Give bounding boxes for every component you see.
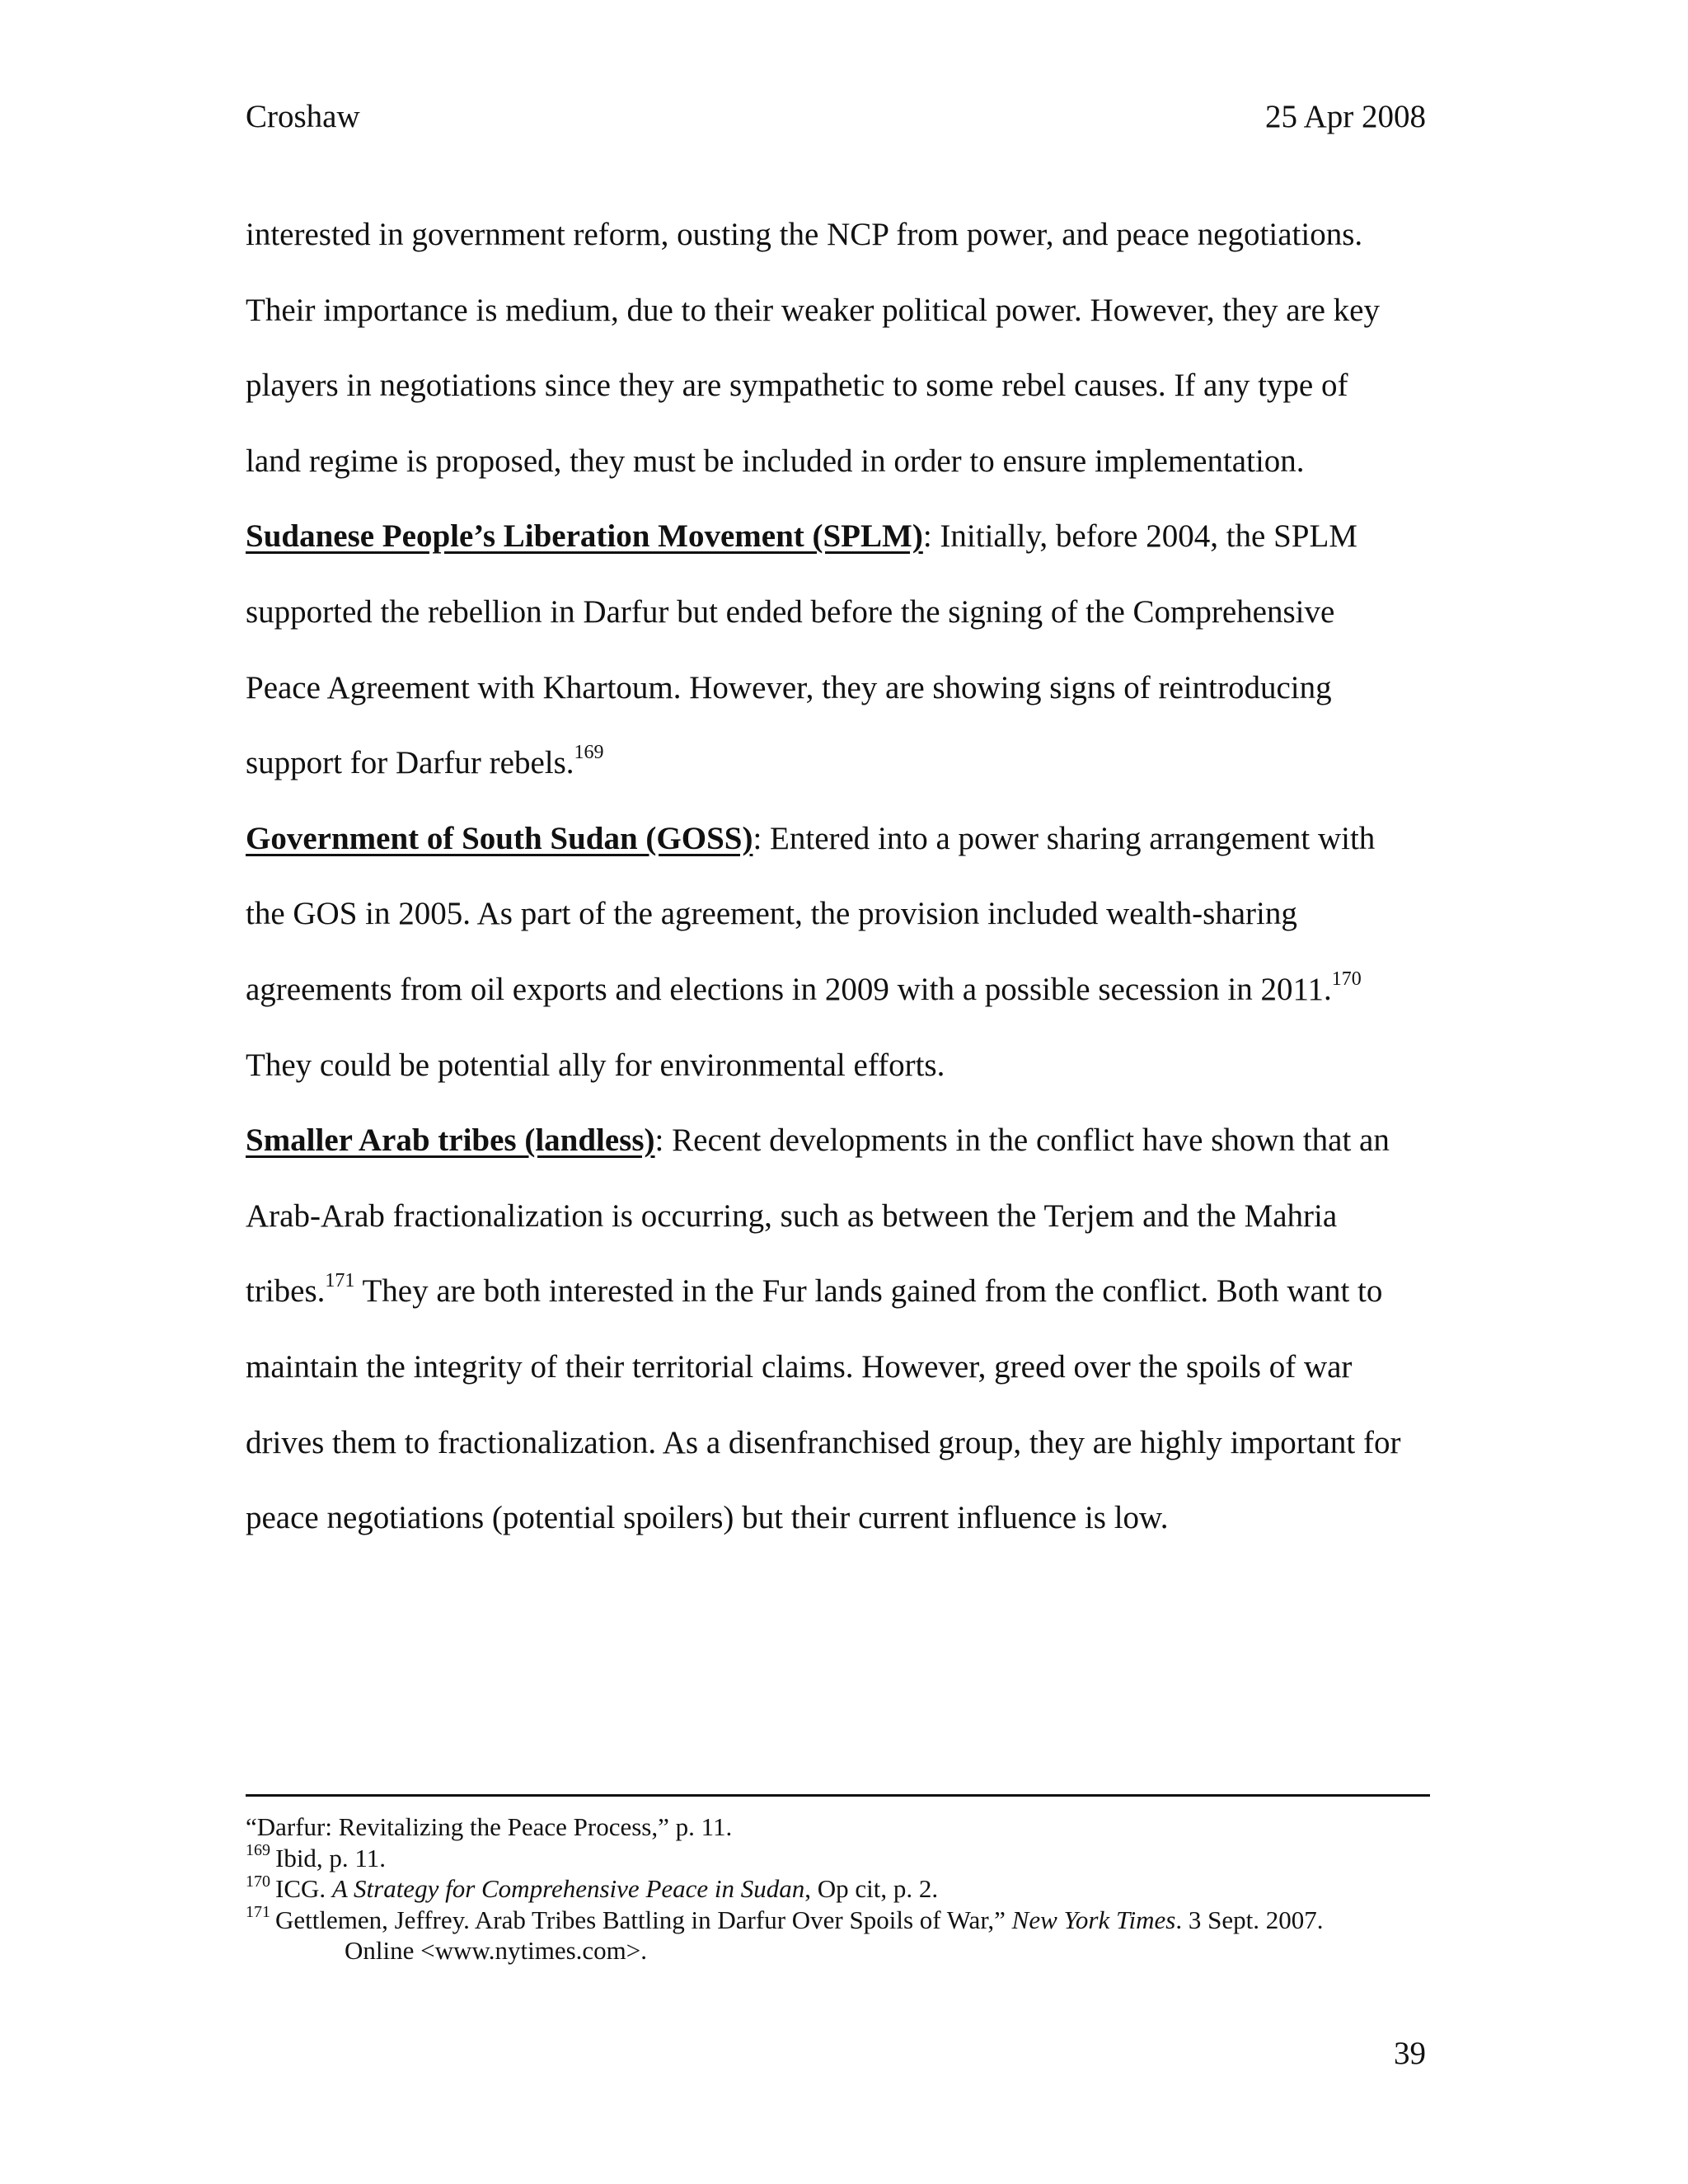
arab-line-3 bbox=[246, 1254, 1430, 1329]
footnote-ref-169: 169 bbox=[574, 742, 604, 764]
splm-heading: Sudanese People’s Liberation Movement (SPLM) bbox=[246, 518, 923, 555]
footnote-text: , Op cit, p. 2. bbox=[804, 1874, 939, 1903]
footnote-number: 170 bbox=[246, 1872, 270, 1891]
footnotes bbox=[246, 1811, 1430, 1966]
header-author: Croshaw bbox=[246, 99, 360, 134]
body-text bbox=[246, 197, 1430, 1556]
footnote-170 bbox=[246, 1873, 1430, 1905]
body-line: Peace Agreement with Khartoum. However, they are showing signs of reintroducing bbox=[246, 669, 1332, 705]
arab-tribes-heading: Smaller Arab tribes (landless) bbox=[246, 1122, 655, 1159]
footnote-number: 169 bbox=[246, 1841, 270, 1860]
footnote-text: . 3 Sept. 2007. bbox=[1175, 1905, 1324, 1934]
footnote-text: ICG. bbox=[275, 1874, 332, 1903]
page-number: 39 bbox=[1394, 2036, 1426, 2071]
goss-heading: Government of South Sudan (GOSS) bbox=[246, 820, 753, 856]
footnote-169 bbox=[246, 1843, 1430, 1874]
body-line: interested in government reform, ousting the NCP from power, and peace negotiations. bbox=[246, 217, 1363, 252]
footnote-ref-170: 170 bbox=[1331, 968, 1362, 990]
arab-line-1-text: : Recent developments in the conflict have shown that an bbox=[654, 1122, 1390, 1159]
footnote-ref-171: 171 bbox=[325, 1270, 355, 1292]
goss-line-3-text: agreements from oil exports and elections in 2009 with a possible secession in 2011. bbox=[246, 971, 1332, 1007]
body-line: drives them to fractionalization. As a disenfranchised group, they are highly important for bbox=[246, 1424, 1401, 1460]
footnote-171-continued: Online <www.nytimes.com>. bbox=[345, 1936, 648, 1965]
footnote-number: 171 bbox=[246, 1903, 270, 1922]
goss-line-1-text: : Entered into a power sharing arrangement with bbox=[753, 820, 1376, 856]
footnote-171 bbox=[246, 1905, 1430, 1936]
arab-line-1 bbox=[246, 1103, 1430, 1179]
footnote-text: Ibid, p. 11. bbox=[275, 1843, 387, 1872]
splm-line-4-text: support for Darfur rebels. bbox=[246, 745, 574, 781]
arab-line-3-rest: They are both interested in the Fur lands gained from the conflict. Both want to bbox=[354, 1273, 1383, 1310]
footnote-continued: “Darfur: Revitalizing the Peace Process,” p. 11. bbox=[246, 1812, 733, 1841]
header-date: 25 Apr 2008 bbox=[1265, 99, 1426, 134]
footnote-title: New York Times bbox=[1011, 1905, 1176, 1934]
goss-line-3 bbox=[246, 952, 1430, 1028]
footnote-text: Gettlemen, Jeffrey. Arab Tribes Battling in Darfur Over Spoils of War,” bbox=[275, 1905, 1012, 1934]
splm-line-1-text: : Initially, before 2004, the SPLM bbox=[922, 518, 1357, 555]
body-line: maintain the integrity of their territorial claims. However, greed over the spoils of war bbox=[246, 1348, 1353, 1385]
body-line: Their importance is medium, due to their weaker political power. However, they are key bbox=[246, 292, 1380, 328]
body-line: Arab-Arab fractionalization is occurring, such as between the Terjem and the Mahria bbox=[246, 1197, 1338, 1234]
splm-line-1 bbox=[246, 499, 1430, 574]
footnote-title: A Strategy for Comprehensive Peace in Sudan bbox=[331, 1874, 805, 1903]
goss-line-1 bbox=[246, 801, 1430, 877]
body-line: land regime is proposed, they must be included in order to ensure implementation. bbox=[246, 443, 1305, 479]
splm-line-4 bbox=[246, 725, 1430, 801]
body-line: supported the rebellion in Darfur but ended before the signing of the Comprehensive bbox=[246, 593, 1335, 630]
body-line: the GOS in 2005. As part of the agreement, the provision included wealth-sharing bbox=[246, 896, 1297, 932]
body-line: They could be potential ally for environmental efforts. bbox=[246, 1047, 945, 1083]
body-line: players in negotiations since they are sympathetic to some rebel causes. If any type of bbox=[246, 368, 1348, 404]
body-line: peace negotiations (potential spoilers) but their current influence is low. bbox=[246, 1500, 1169, 1536]
footnote-separator bbox=[246, 1794, 1430, 1797]
arab-line-3-start: tribes. bbox=[246, 1273, 326, 1310]
